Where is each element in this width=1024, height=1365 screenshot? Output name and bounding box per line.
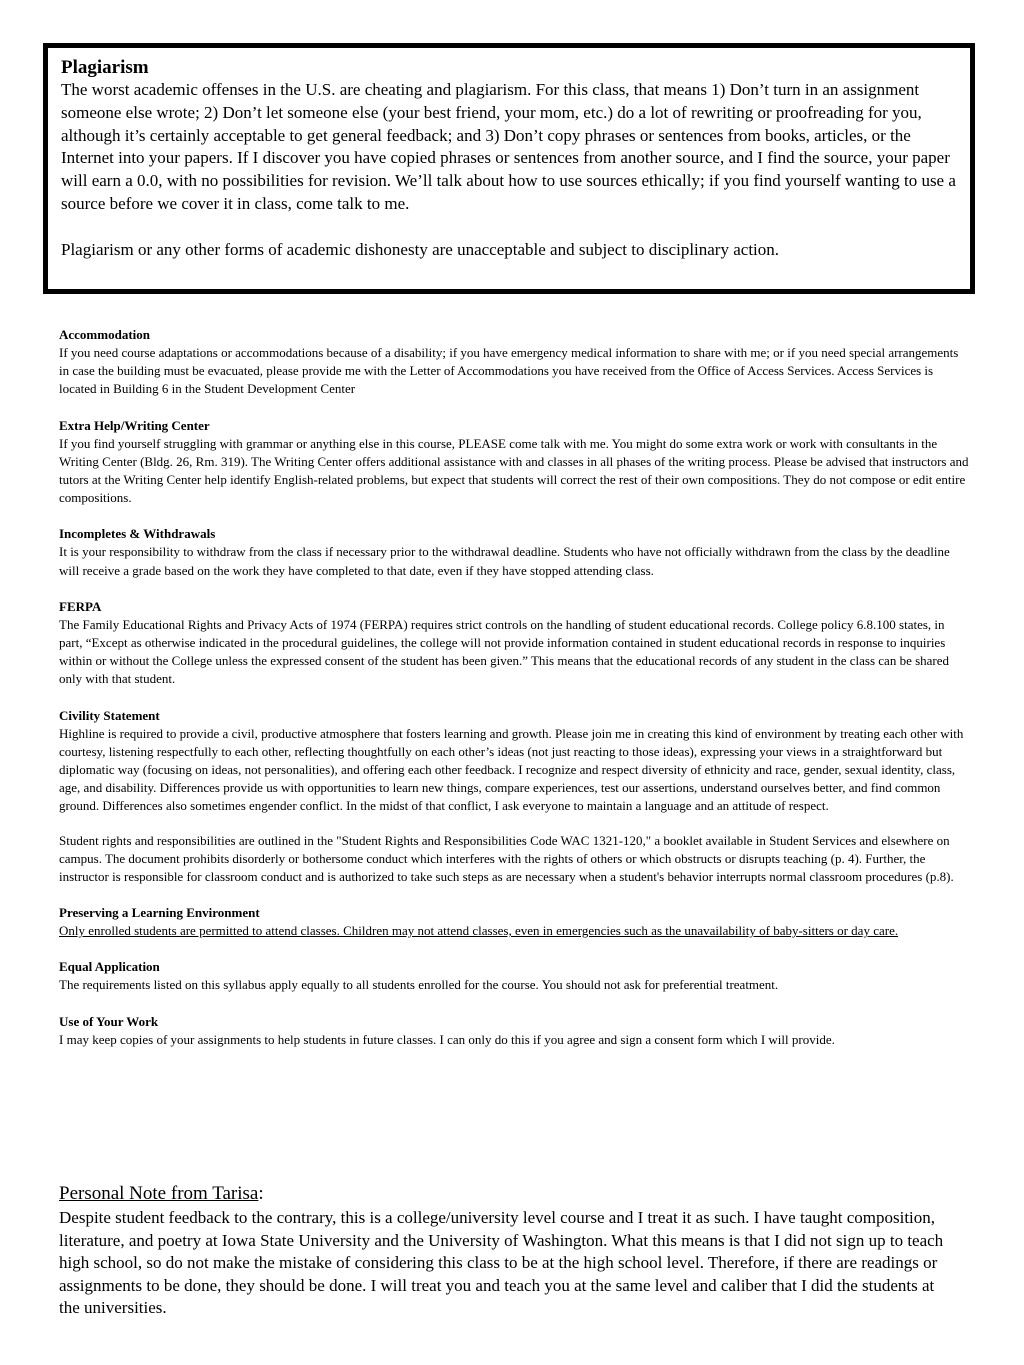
incompletes-body: It is your responsibility to withdraw from the class if necessary prior to the withdrawal deadline. Students who have not officially withdrawn from the class by the deadline will receive a grade based on the work they have completed to that date, even if they have stopped attending class. <box>59 544 950 578</box>
student-rights-section <box>59 832 969 887</box>
use-of-work-heading: Use of Your Work <box>59 1013 159 1029</box>
equal-application-section <box>59 958 969 994</box>
incompletes-heading: Incompletes & Withdrawals <box>59 526 216 542</box>
plagiarism-box <box>43 43 975 294</box>
incompletes-section <box>59 525 969 579</box>
personal-note-colon: : <box>258 1183 264 1204</box>
plagiarism-body: The worst academic offenses in the U.S. are cheating and plagiarism. For this class, that means 1) Don’t turn in an assignment someone else wrote; 2) Don’t let someone else (your best friend, your mom, etc.) do a lot of rewriting or proofreading for you, although it’s certainly acceptable to get general feedback; and 3) Don’t copy phrases or sentences from books, articles, or the Internet into your papers. If I discover you have copied phrases or sentences from another source, and I find the source, your paper will earn a 0.0, with no possibilities for revision. We’ll talk about how to use sources ethically; if you find yourself wanting to use a source before we cover it in class, come talk to me. <box>61 80 956 213</box>
learning-environment-section <box>59 904 969 940</box>
accommodation-section <box>59 326 969 399</box>
ferpa-section <box>59 598 969 689</box>
equal-application-heading: Equal Application <box>59 959 160 975</box>
extra-help-body: If you find yourself struggling with grammar or anything else in this course, PLEASE come talk with me. You might do some extra work or work with consultants in the Writing Center (Bldg. 26, Rm. 319). The Writing Center offers additional assistance with and classes in all phases of the writing process. Please be advised that instructors and tutors at the Writing Center help identify English-related problems, but expect that students will correct the rest of their own compositions. They do not compose or edit entire compositions. <box>59 435 969 506</box>
student-rights-body: Student rights and responsibilities are outlined in the "Student Rights and Responsibilities Code WAC 1321-120," a booklet available in Student Services and elsewhere on campus. The document prohibits disorderly or bothersome conduct which interferes with the rights of others or which obstructs or disrupts teaching (p. 4). Further, the instructor is responsible for classroom conduct and is authorized to take such steps as are necessary when a student's behavior interrupts normal classroom procedures (p.8). <box>59 832 954 885</box>
plagiarism-closing: Plagiarism or any other forms of academic dishonesty are unacceptable and subject to disciplinary action. <box>61 239 780 259</box>
extra-help-heading: Extra Help/Writing Center <box>59 417 210 433</box>
equal-application-body: The requirements listed on this syllabus apply equally to all students enrolled for the course. You should not ask for preferential treatment. <box>59 977 779 993</box>
extra-help-section <box>59 417 969 508</box>
ferpa-body: The Family Educational Rights and Privacy Acts of 1974 (FERPA) requires strict controls on the handling of student educational records. College policy 6.8.100 states, in part, “Except as otherwise indicated in the procedural guidelines, the college will not provide information contained in student educational records in response to inquiries within or without the College unless the expressed consent of the student has been given.” This means that the educational records of any student in the class can be shared only with that student. <box>59 616 950 687</box>
personal-note <box>59 1182 959 1320</box>
learning-environment-heading: Preserving a Learning Environment <box>59 905 260 921</box>
plagiarism-heading: Plagiarism <box>61 57 149 78</box>
personal-note-body: Despite student feedback to the contrary, this is a college/university level course and I treat it as such. I have taught composition, literature, and poetry at Iowa State University and the University of Washington. What this means is that I did not sign up to teach high school, so do not make the mistake of considering this class to be at the high school level. Therefore, if there are readings or assignments to be done, they should be done. I will treat you and teach you at the same level and caliber that I did the students at the universities. <box>59 1208 944 1317</box>
policy-sections <box>59 326 969 1067</box>
accommodation-body: If you need course adaptations or accommodations because of a disability; if you have emergency medical information to share with me; or if you need special arrangements in case the building must be evacuated, please provide me with the Letter of Accommodations you have received from the Office of Access Services. Access Services is located in Building 6 in the Student Development Center <box>59 345 959 397</box>
civility-body: Highline is required to provide a civil, productive atmosphere that fosters learning and growth. Please join me in creating this kind of environment by treating each other with courtesy, listening respectfully to each other, reflecting thoughtfully on each other’s ideas (not just reacting to those ideas), expressing your views in a straightforward but diplomatic way (focusing on ideas, not personalities), and offering each other feedback. I recognize and respect diversity of ethnicity and race, gender, sexual identity, class, age, and disability. Differences provide us with opportunities to learn new things, compare experiences, test our assertions, understand ourselves better, and find common ground. Differences also sometimes engender conflict. In the midst of that conflict, I ask everyone to maintain a language and an attitude of respect. <box>59 725 964 814</box>
personal-note-title: Personal Note from Tarisa <box>59 1183 259 1204</box>
civility-section <box>59 707 969 816</box>
use-of-work-section <box>59 1013 969 1049</box>
civility-heading: Civility Statement <box>59 707 160 723</box>
learning-environment-body: Only enrolled students are permitted to attend classes. Children may not attend classes, even in emergencies such as the unavailability of baby-sitters or day care. <box>59 923 899 939</box>
ferpa-heading: FERPA <box>59 598 102 614</box>
accommodation-heading: Accommodation <box>59 327 150 342</box>
use-of-work-body: I may keep copies of your assignments to help students in future classes. I can only do this if you agree and sign a consent form which I will provide. <box>59 1031 835 1047</box>
personal-note-heading <box>59 1182 959 1206</box>
